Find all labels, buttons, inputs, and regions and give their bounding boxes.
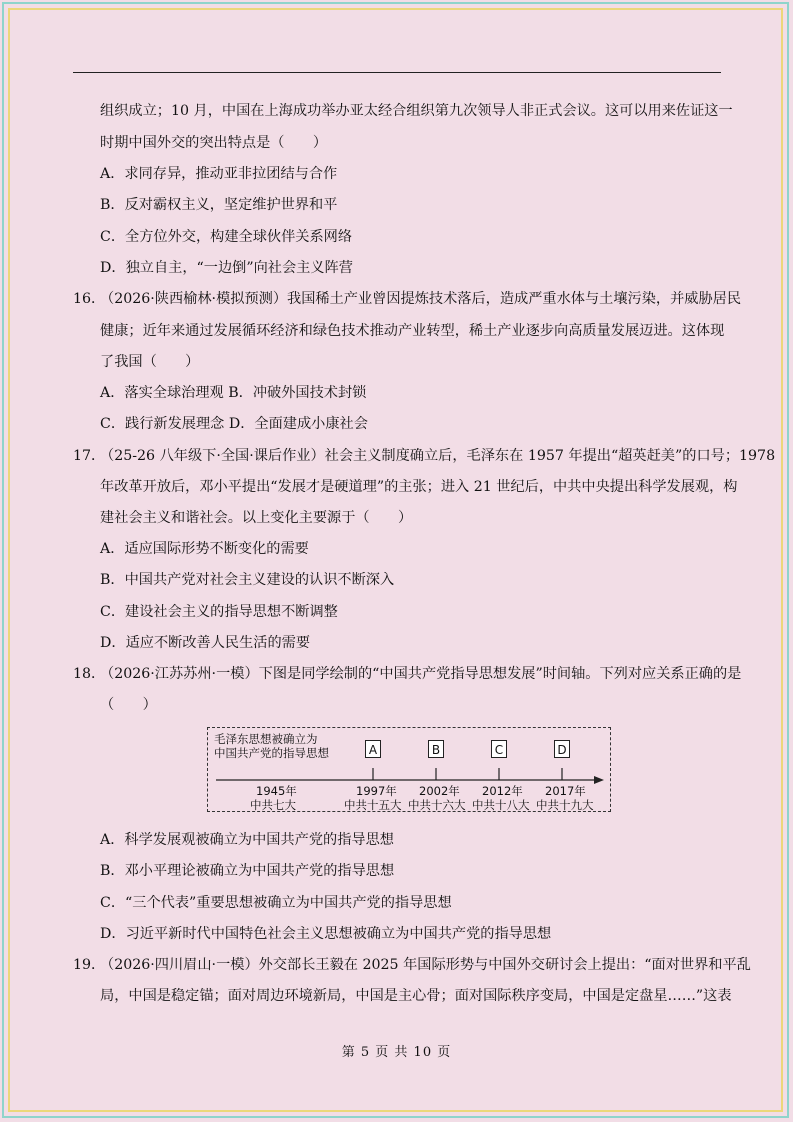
timeline-box-d: D xyxy=(554,740,570,758)
question-number: 19． xyxy=(73,957,106,973)
question-stem: （25-26 八年级下·全国·课后作业）社会主义制度确立后，毛泽东在 1957 年提出“超英赶美”的口号；1978 xyxy=(100,448,776,464)
timeline-congress: 中共七大 xyxy=(250,798,296,812)
option-d: D．适应不断改善人民生活的需要 xyxy=(100,635,311,651)
question-stem: 年改革开放后，邓小平提出“发展才是硬道理”的主张；进入 21 世纪后，中共中央提出科学发展观，构 xyxy=(100,479,738,495)
options-cd: C．践行新发展理念 D．全面建成小康社会 xyxy=(100,416,368,432)
question-stem: （2026·陕西榆林·模拟预测）我国稀土产业曾因提炼技术落后，造成严重水体与土壤污染，并威胁居民 xyxy=(100,291,742,307)
question-stem: 了我国（ ） xyxy=(100,354,200,370)
option-b: B．邓小平理论被确立为中国共产党的指导思想 xyxy=(100,863,395,879)
timeline-figure xyxy=(207,727,611,812)
timeline-congress: 中共十八大 xyxy=(472,798,530,812)
timeline-congress: 中共十六大 xyxy=(408,798,466,812)
option-b: B．中国共产党对社会主义建设的认识不断深入 xyxy=(100,572,395,588)
timeline-year: 1997年 xyxy=(356,784,397,798)
options-ab: A．落实全球治理观 B．冲破外国技术封锁 xyxy=(100,385,367,401)
option-d: D．习近平新时代中国特色社会主义思想被确立为中国共产党的指导思想 xyxy=(100,926,552,942)
option-b: B．反对霸权主义，坚定维护世界和平 xyxy=(100,197,338,213)
header-rule xyxy=(73,72,721,73)
question-stem: （2026·江苏苏州·一模）下图是同学绘制的“中国共产党指导思想发展”时间轴。下列对应关系正确的是 xyxy=(100,666,742,682)
timeline-box-c: C xyxy=(491,740,507,758)
question-stem: 建社会主义和谐社会。以上变化主要源于（ ） xyxy=(100,510,413,526)
timeline-year: 1945年 xyxy=(256,784,297,798)
question-stem: （ ） xyxy=(100,697,157,713)
option-d: D．独立自主，“一边倒”向社会主义阵营 xyxy=(100,260,353,276)
timeline-congress: 中共十五大 xyxy=(344,798,402,812)
timeline-year: 2012年 xyxy=(482,784,523,798)
question-stem: 局，中国是稳定锚；面对周边环境新局，中国是主心骨；面对国际秩序变局，中国是定盘星……”这表 xyxy=(100,988,732,1004)
option-a: A．求同存异，推动亚非拉团结与合作 xyxy=(100,166,338,182)
timeline-box-b: B xyxy=(428,740,444,758)
question-number: 18． xyxy=(73,666,106,682)
option-a: A．适应国际形势不断变化的需要 xyxy=(100,541,309,557)
question-number: 16． xyxy=(73,291,106,307)
option-a: A．科学发展观被确立为中国共产党的指导思想 xyxy=(100,832,394,848)
timeline-caption: 毛泽东思想被确立为 xyxy=(214,732,318,746)
timeline-box-a: A xyxy=(365,740,381,758)
question-stem: 健康；近年来通过发展循环经济和绿色技术推动产业转型，稀土产业逐步向高质量发展迈进。这体现 xyxy=(100,323,725,339)
question-number: 17． xyxy=(73,448,106,464)
page-number: 第 5 页 共 10 页 xyxy=(341,1045,452,1060)
timeline-year: 2002年 xyxy=(419,784,460,798)
option-c: C．“三个代表”重要思想被确立为中国共产党的指导思想 xyxy=(100,895,452,911)
timeline-congress: 中共十九大 xyxy=(536,798,594,812)
timeline-year: 2017年 xyxy=(545,784,586,798)
text-line: 组织成立；10 月，中国在上海成功举办亚太经合组织第九次领导人非正式会议。这可以用来佐证这一 xyxy=(100,103,733,119)
option-c: C．全方位外交，构建全球伙伴关系网络 xyxy=(100,229,353,245)
text-line: 时期中国外交的突出特点是（ ） xyxy=(100,135,328,151)
question-stem: （2026·四川眉山·一模）外交部长王毅在 2025 年国际形势与中国外交研讨会上提出：“面对世界和平乱 xyxy=(100,957,751,973)
option-c: C．建设社会主义的指导思想不断调整 xyxy=(100,604,338,620)
timeline-caption: 中国共产党的指导思想 xyxy=(214,746,329,760)
